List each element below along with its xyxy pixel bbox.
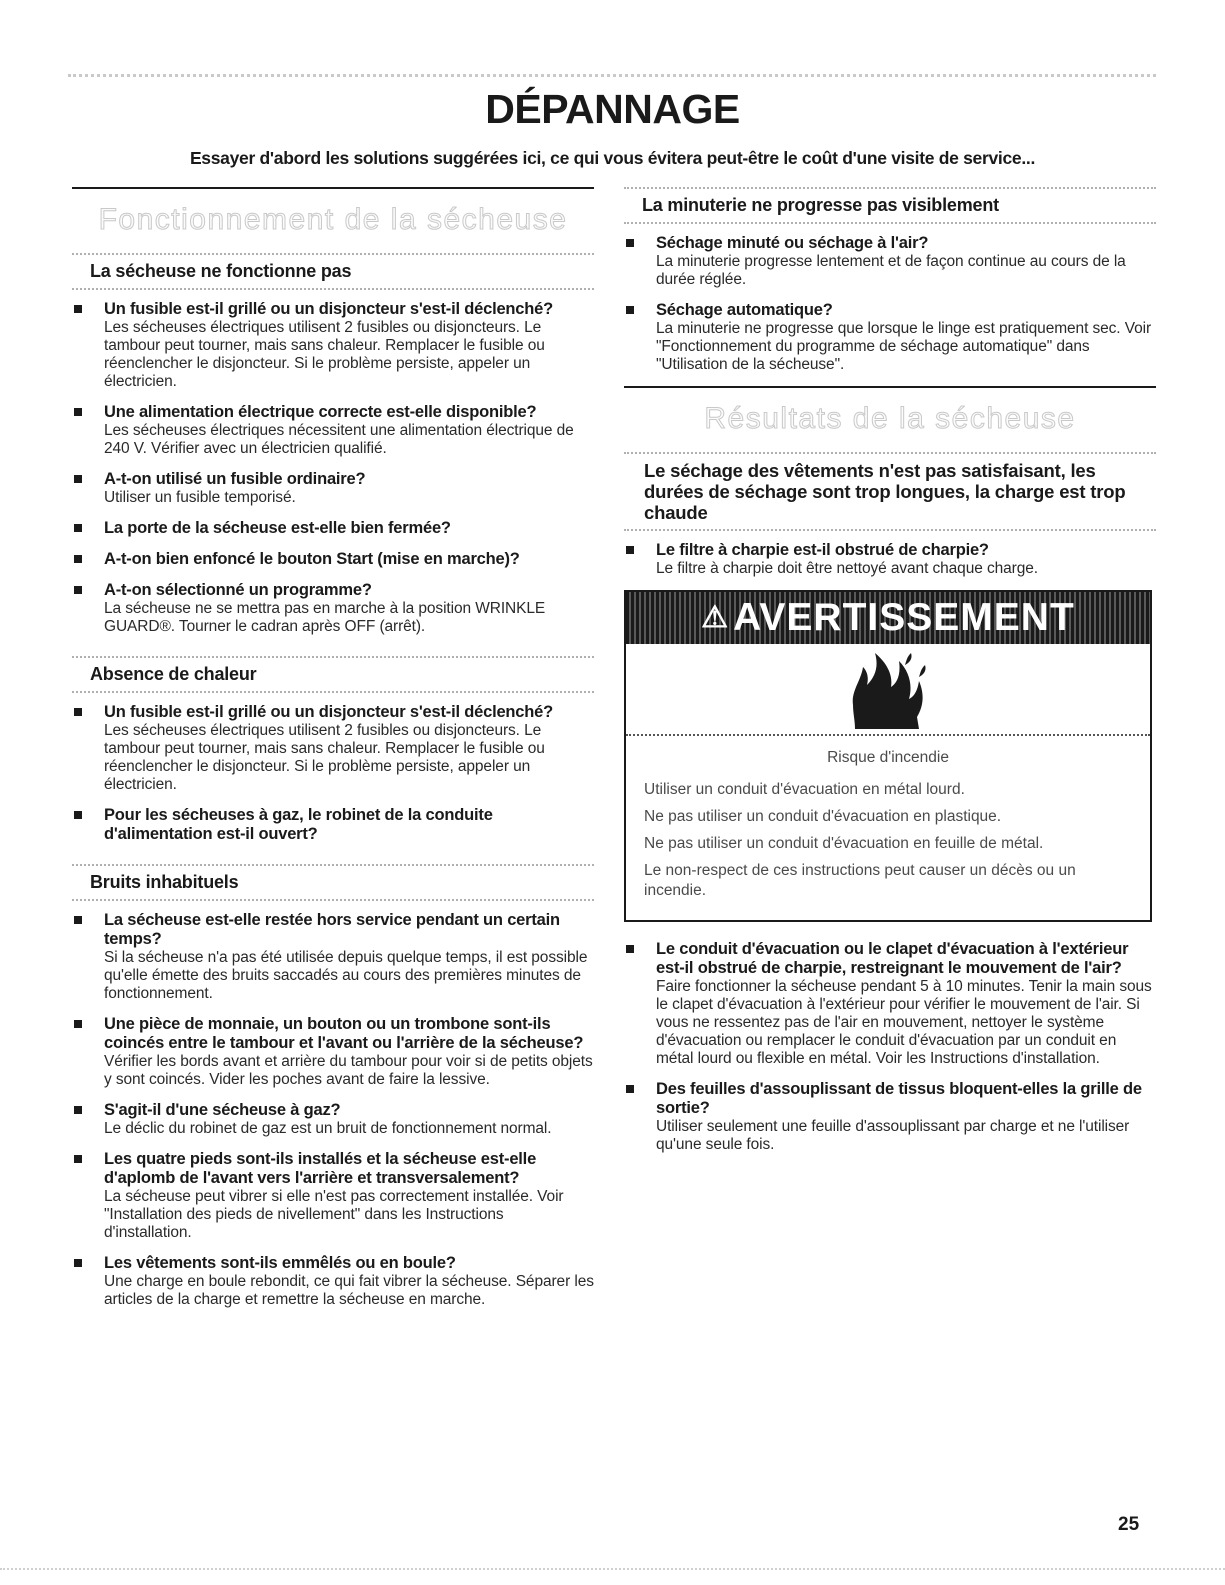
warning-line: Le non-respect de ces instructions peut causer un décès ou un incendie. — [644, 862, 1076, 899]
page-subtitle: Essayer d'abord les solutions suggérées ici, ce qui vous évitera peut-être le coût d'une visite de service... — [189, 148, 1036, 168]
warning-line: Ne pas utiliser un conduit d'évacuation en plastique. — [644, 808, 1002, 825]
answer-text: Si la sécheuse n'a pas été utilisée depuis quelque temps, il est possible qu'elle émette des bruits saccadés au cours des premières minutes de fonctionnement. — [104, 949, 588, 1002]
list-item — [72, 911, 594, 1003]
left-column — [72, 187, 594, 1321]
answer-text: Utiliser un fusible temporisé. — [104, 489, 296, 506]
question-text: La sécheuse est-elle restée hors service pendant un certain temps? — [104, 911, 560, 948]
bullet-square-icon — [626, 1085, 634, 1093]
bullet-square-icon — [74, 708, 82, 716]
answer-text: Faire fonctionner la sécheuse pendant 5 à 10 minutes. Tenir la main sous le clapet d'évacuation à l'extérieur pour vérifier le mouvement de l'air. Si vous ne ressentez pas de l'air en mouvement, nettoyer le système d'évacuation ou remplacer le conduit d'évacuation par un conduit en métal lourd ou flexible en métal. Voir les Instructions d'installation. — [656, 978, 1152, 1067]
bullet-square-icon — [626, 546, 634, 554]
page-title: DÉPANNAGE — [485, 86, 740, 132]
list-item — [72, 300, 594, 391]
list-item — [72, 581, 594, 636]
group-title: Le séchage des vêtements n'est pas satisfaisant, les durées de séchage sont trop longues, la charge est trop chaude — [644, 460, 1126, 523]
section-title-operation: Fonctionnement de la sécheuse — [98, 203, 568, 236]
question-text: Une alimentation électrique correcte est-elle disponible? — [104, 403, 537, 421]
list-item — [72, 470, 594, 507]
bullet-square-icon — [74, 475, 82, 483]
group-title: Bruits inhabituels — [90, 872, 239, 892]
list-item — [624, 234, 1156, 289]
question-text: Pour les sécheuses à gaz, le robinet de la conduite d'alimentation est-il ouvert? — [104, 806, 493, 843]
bullet-square-icon — [74, 1020, 82, 1028]
group-title: La sécheuse ne fonctionne pas — [90, 261, 352, 281]
list-item — [624, 940, 1156, 1068]
right-column — [624, 187, 1156, 1166]
answer-text: La sécheuse ne se mettra pas en marche à la position WRINKLE GUARD®. Tourner le cadran après OFF (arrêt). — [104, 600, 546, 635]
question-list — [624, 531, 1156, 578]
bullet-square-icon — [74, 524, 82, 532]
answer-text: La sécheuse peut vibrer si elle n'est pas correctement installée. Voir "Installation des pieds de nivellement" dans les Instructions d'installation. — [104, 1188, 564, 1241]
question-text: Une pièce de monnaie, un bouton ou un trombone sont-ils coincés entre le tambour et l'avant ou l'arrière de la sécheuse? — [104, 1015, 584, 1052]
question-text: Un fusible est-il grillé ou un disjoncteur s'est-il déclenché? — [104, 300, 554, 318]
bullet-square-icon — [626, 945, 634, 953]
top-dotted-rule — [68, 74, 1156, 77]
answer-text: Le déclic du robinet de gaz est un bruit de fonctionnement normal. — [104, 1120, 552, 1137]
list-item — [72, 703, 594, 794]
list-item — [72, 403, 594, 458]
question-list — [72, 693, 594, 844]
list-item — [72, 519, 594, 538]
group-title: Absence de chaleur — [90, 664, 257, 684]
bullet-square-icon — [74, 1155, 82, 1163]
bullet-square-icon — [74, 408, 82, 416]
group-no-operation — [72, 253, 594, 636]
question-list — [624, 940, 1156, 1154]
answer-text: Une charge en boule rebondit, ce qui fait vibrer la sécheuse. Séparer les articles de la charge et remettre la sécheuse en marche. — [104, 1273, 594, 1308]
question-text: La porte de la sécheuse est-elle bien fermée? — [104, 519, 451, 537]
question-text: Séchage minuté ou séchage à l'air? — [656, 234, 929, 252]
warning-heading: Risque d'incendie — [827, 749, 949, 766]
question-text: Les vêtements sont-ils emmêlés ou en boule? — [104, 1254, 456, 1272]
answer-text: Les sécheuses électriques utilisent 2 fusibles ou disjoncteurs. Le tambour peut tourner, mais sans chaleur. Remplacer le fusible ou réenclencher le disjoncteur. Si le problème persiste, appeler un électricien. — [104, 722, 545, 793]
warning-line: Ne pas utiliser un conduit d'évacuation en feuille de métal. — [644, 835, 1044, 852]
bullet-square-icon — [74, 811, 82, 819]
bullet-square-icon — [74, 555, 82, 563]
group-results — [624, 452, 1156, 578]
group-no-heat — [72, 656, 594, 844]
bullet-square-icon — [626, 306, 634, 314]
question-text: S'agit-il d'une sécheuse à gaz? — [104, 1101, 341, 1119]
answer-text: Les sécheuses électriques utilisent 2 fusibles ou disjoncteurs. Le tambour peut tourner, mais sans chaleur. Remplacer le fusible ou réenclencher le disjoncteur. Si le problème persiste, appeler un électricien. — [104, 319, 545, 390]
answer-text: Les sécheuses électriques nécessitent une alimentation électrique de 240 V. Vérifier avec un électricien qualifié. — [104, 422, 574, 457]
list-item — [624, 301, 1156, 374]
bullet-square-icon — [74, 305, 82, 313]
bottom-dotted-rule — [0, 1568, 1225, 1570]
question-list — [72, 901, 594, 1309]
question-text: A-t-on sélectionné un programme? — [104, 581, 372, 599]
question-list — [72, 290, 594, 636]
warning-triangle-icon: ⚠ — [701, 601, 730, 634]
warning-header — [626, 592, 1150, 644]
list-item — [624, 1080, 1156, 1154]
page-number: 25 — [1118, 1514, 1140, 1535]
list-item — [624, 541, 1156, 578]
warning-line: Utiliser un conduit d'évacuation en métal lourd. — [644, 781, 965, 798]
bullet-square-icon — [74, 1106, 82, 1114]
question-text: Des feuilles d'assouplissant de tissus bloquent-elles la grille de sortie? — [656, 1080, 1142, 1117]
list-item — [72, 1150, 594, 1242]
list-item — [72, 806, 594, 844]
fire-hazard-icon — [833, 647, 943, 731]
bullet-square-icon — [74, 916, 82, 924]
list-item — [72, 550, 594, 569]
warning-word: AVERTISSEMENT — [733, 596, 1075, 639]
question-text: Séchage automatique? — [656, 301, 833, 319]
group-unusual-noise — [72, 864, 594, 1309]
question-text: Le conduit d'évacuation ou le clapet d'évacuation à l'extérieur est-il obstrué de charpie, restreignant le mouvement de l'air? — [656, 940, 1129, 977]
group-timer — [624, 187, 1156, 374]
question-text: A-t-on bien enfoncé le bouton Start (mise en marche)? — [104, 550, 520, 568]
answer-text: La minuterie progresse lentement et de façon continue au cours de la durée réglée. — [656, 253, 1126, 288]
question-text: A-t-on utilisé un fusible ordinaire? — [104, 470, 366, 488]
question-text: Un fusible est-il grillé ou un disjoncteur s'est-il déclenché? — [104, 703, 554, 721]
group-title: La minuterie ne progresse pas visiblement — [642, 195, 999, 215]
question-list — [624, 224, 1156, 374]
bullet-square-icon — [74, 1259, 82, 1267]
answer-text: Le filtre à charpie doit être nettoyé avant chaque charge. — [656, 560, 1038, 577]
bullet-square-icon — [626, 239, 634, 247]
bullet-square-icon — [74, 586, 82, 594]
warning-box — [624, 590, 1152, 922]
answer-text: La minuterie ne progresse que lorsque le linge est pratiquement sec. Voir "Fonctionnement du programme de séchage automatique" dans "Utilisation de la sécheuse". — [656, 320, 1152, 373]
answer-text: Utiliser seulement une feuille d'assouplissant par charge et ne l'utiliser qu'une seule fois. — [656, 1118, 1130, 1153]
question-text: Le filtre à charpie est-il obstrué de charpie? — [656, 541, 989, 559]
answer-text: Vérifier les bords avant et arrière du tambour pour voir si de petits objets y sont coincés. Vider les poches avant de faire la lessive. — [104, 1053, 593, 1088]
list-item — [72, 1015, 594, 1089]
list-item — [72, 1101, 594, 1138]
section-title-results: Résultats de la sécheuse — [704, 402, 1076, 435]
question-text: Les quatre pieds sont-ils installés et la sécheuse est-elle d'aplomb de l'avant vers l'arrière et transversalement? — [104, 1150, 537, 1187]
list-item — [72, 1254, 594, 1309]
